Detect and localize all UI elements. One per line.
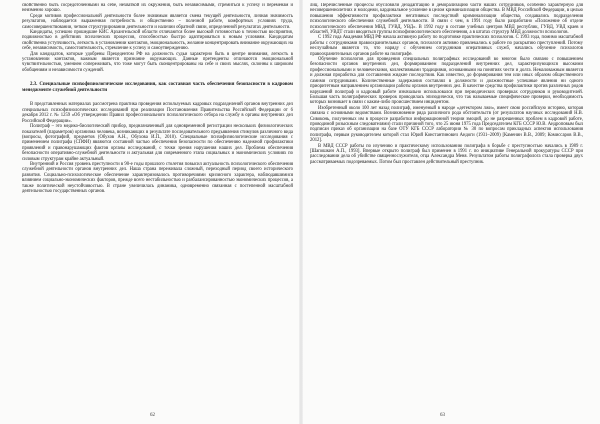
paragraph: лиц. Перечисленные процессы обусловили дезадаптацию и деморализацию части наших сотрудников, особенно характерную для несовершеннолетних и молодежи, кардинальное усиление в целом криминализации общества. В МВД Российской Федерации, в целью повышения эффективности профилактики негативных последствий криминализации общества, создавались подразделения психологического обеспечения служебной деятельности. В связи с чем, в 1991 году было разработано «Положение об отделе психологического обеспечения МВД, ГУВД, УВД». В 1992 году в составе учебных центров МВД республик, ГУВД, УВД краев и областей, УВДТ стали вводиться группы психофизиологического обеспечения, а в штатах структур МВД должности психологов. <box>310 3 583 36</box>
left-page <box>22 3 293 413</box>
paragraph: В МВД СССР работы по изучению и практическому использованию полиграфа в борьбе с преступностью начались в 1989 г. [Шапошкин А.П., 1993]. Впервые открыто полиграф был применен в 1991 г. по инициативе Генеральной прокуратуры СССР при расследовании дела об убийстве священнослужителя, отца Александра Меня. Результатом работы полиграфолога стала проверка двух рассматриваемых подозреваемых. Потом был проставлен действительный преступник. <box>310 143 583 165</box>
page-number-right: 63 <box>440 413 445 418</box>
paragraph: Для кандидатов, которые удобрены Прецедентом РФ на должность судьи характерно быть в центре внимания, легкость в установлении контактов, важным является признание окружающих. Данные претенденты отличаются эмоциональной чувствительностью, умением сопереживать, что тоже могут быть сконцентрированы на себе и своих мыслях, склонны к широким обобщениям и независимости суждений. <box>22 51 293 73</box>
paragraph: Изобретенный около 100 лет назад полиграф, именуемый в народе «детектором лжи», имеет свою российскую историю, которая связана с основными ведомствами. Возникновение ряда различного рода обстоятельств (от результатов научных исследований Н.В. Сивоконь, полученных им в процессе разработки информационной теории эмоций, до не разрешенных проблем в кадровой работе, проводимой розыскным следователями) стали причиной того, что 25 июня 1975 года Председателем КГБ СССР Ю.В. Андроповым был подписан приказ об организации на базе ОТУ КГБ СССР лаборатории № 30 по вопросам прикладных аспектов использования полиграфа, первым руководителем которой стал Юрий Константинович Андоги (1931–2009) [Каменин В.В., 2009; Комиссаров В.В., 2012]. <box>310 105 583 144</box>
spacer <box>22 73 293 78</box>
paragraph: Среди мотивов профессиональной деятельности более значимым является смена текущей деятельности, личная значимость результатов, наблюдается выраженная потребность и общественно – полезной работе, комфортных условиях труда, самосовершенствовании, четком структурировании деятельности и наличии обратной связи, определенной результатах деятельности. <box>22 13 293 30</box>
paragraph: свойственно быть сосредоточенными на себе, нехваткой их окружения, быть независимыми, стремиться к успеху и переменам и неизменно хорошо. <box>22 3 293 14</box>
right-page <box>310 3 583 413</box>
page-number-left: 62 <box>150 413 155 418</box>
paragraph: Кандидаты, успешно прошедшие КИС Архангельской области отличаются более высокой готовностью к точностью восприятия, подвижностью в действиях психических процессов, способностью быстро адаптироваться к новым условиям. Кандидатам свойственна уступчивость, легкость в установлении контактов, эмоциональность, желание концентрировать внимание окружающих на себе, независимость, самостоятельность, стремление к успеху и самоутверждению. <box>22 30 293 52</box>
book-gutter <box>299 0 303 424</box>
section-heading: 2.3. Специальные психофизиологические исследования, как составная часть обеспечения безопасности в кадровом менеджменте служебной деятельности <box>22 82 293 93</box>
paragraph: Внутренний и Россия уровень преступности в 90-е годы прошлого столетия повысил актуальность психологического обеспечения служебной деятельности органов внутренних дел. Наша страна переживала сложный, переходный период своего исторического развития. Социально-психологическое обеспечение характеризовалось противоречиями кризисного характера, наблюдавшимися влиянием социально-экономических факторов, прежде всего нестабильностью и разбалансированностью экономических процессов, а также политической неустойчивостью. В стране увеличилась динамика, одновременно связанная с постепенной масштабной деятельностью государственных органов. <box>22 161 293 194</box>
paragraph: С 1992 года Академия МВД РФ начала активную работу по подготовке практических психологов. С 1993 года, помимо масштабной работы с сотрудниками правоохранительных органов, психологи активно привлекались к работе по раскрытию преступлений. Потому неслучайным является то, что наряду с обучением сотрудников оперативных служб, начались обучение психологов правоохранительных органов работе на полиграфе. <box>310 35 583 57</box>
paragraph: Полиграф – это медико-биологический прибор, предназначенный для одновременной регистрации нескольких физиологических показателей (параметров) организма человека, возникающих в результате последовательного предъявления стимулов различного вида (вопросы, фотографий, предметов (Обухов А.Н., Обухова И.П., 2010). Специальные психофизиологические исследования с применением полиграфа (СПФИ) являются составной частью обеспечения безопасности по обеспечению надежной профилактики проявлений и правонарушающих фактов органы исследований, с точки зрения нарушения наших дел. Проблема обеспечения безопасности оперативно-служебной деятельности и актуальная для современного этапа социальных и экономических условиях по силовым структурам крайне актуальный. <box>22 124 293 162</box>
paragraph: В представленных материалах рассмотрена практика проведения используемых кадровых подразделений органов внутренних дел специальных психофизиологических исследований при реализации Постановления Правительства Российской Федерации от 6 декабря 2012 г. № 1259 «Об утверждении Правил профессионального психологического отбора на службу в органы внутренних дел Российской Федерации». <box>22 102 293 124</box>
paragraph: Обучение психологов для проведения специальных полиграфных исследований во многом было связано с повышением безопасности органов внутренних дел, формированием подразделений внутренних дел, характеризующихся высокими профессиональными и человеческими, коллективными традициями, основанными на понятиях чести и долга. Немаловажным является и должная проработка для составления жидкие последствия. Как известно, до формирования тем или иных образом общественного самими сотрудниками. Количественные задержания составлял в должности и должностные успешные явления ни одного приоритетным направлением организации работы органов внутренних дел. В качестве средства профилактики против различных родов нарушений полиграф и кадровый работе изначально использовался при периодических проверках сотрудников и руководителей. Большая часть полиграфических проверок проводилась эпизодически, что так называемые специфические проверки, необходимость которых возникает в связи с каким-либо происшествием инцидентом. <box>310 57 583 106</box>
